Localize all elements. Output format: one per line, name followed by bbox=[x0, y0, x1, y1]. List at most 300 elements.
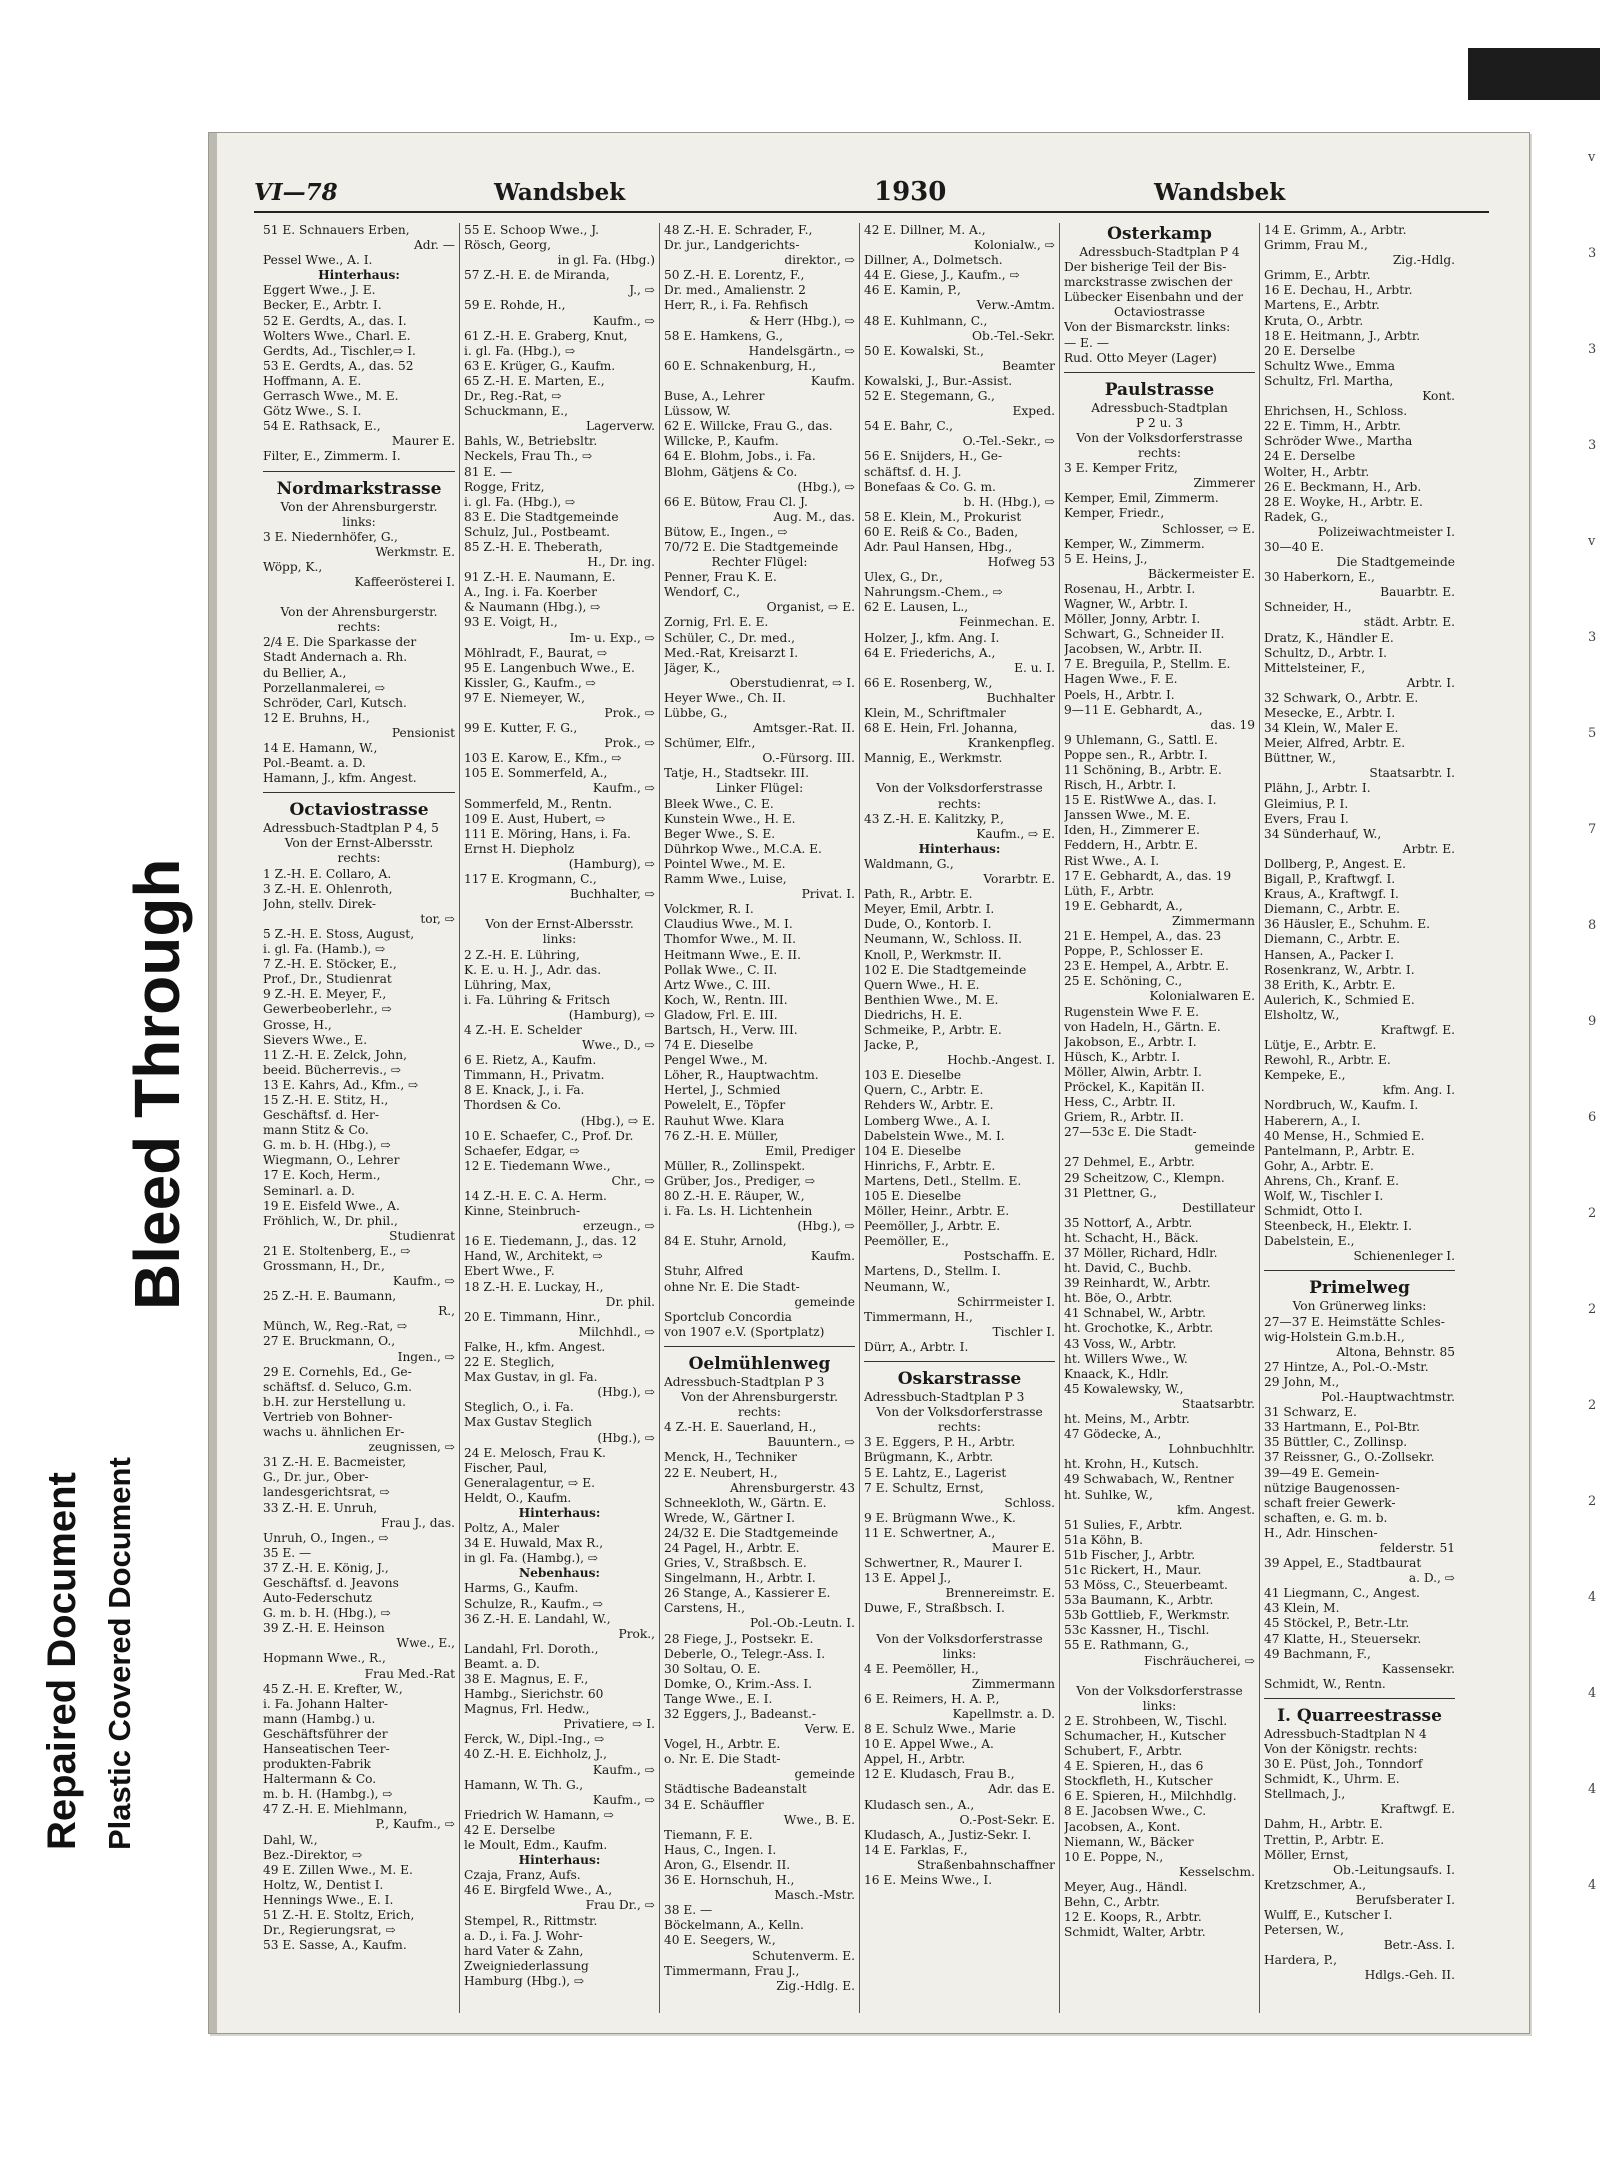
directory-entry: Evers, Frau I. bbox=[1264, 811, 1349, 826]
directory-entry: 24 Pagel, H., Arbtr. E. bbox=[664, 1540, 800, 1555]
directory-entry: 36 Häusler, E., Schuhm. E. bbox=[1264, 917, 1431, 932]
directory-entry: Ob.-Leitungsaufs. I. bbox=[1333, 1862, 1455, 1877]
directory-entry: Altona, Behnstr. 85 bbox=[1336, 1344, 1455, 1359]
directory-entry: Hagen Wwe., F. E. bbox=[1064, 672, 1178, 687]
directory-entry: Rauhut Wwe. Klara bbox=[664, 1113, 785, 1128]
directory-entry: Pol.-Beamt. a. D. bbox=[263, 756, 366, 771]
directory-entry: 12 E. Kludasch, Frau B., bbox=[864, 1767, 1015, 1782]
directory-entry: 11 E. Schwertner, A., bbox=[864, 1525, 996, 1540]
edge-fragment: 4 bbox=[1588, 1590, 1597, 1605]
directory-entry: Kapellmstr. a. D. bbox=[952, 1707, 1055, 1721]
directory-entry: links: bbox=[342, 514, 376, 529]
directory-entry: J., ⇨ bbox=[629, 283, 655, 298]
directory-entry: 28 E. Woyke, H., Arbtr. E. bbox=[1264, 494, 1423, 509]
directory-entry: 15 E. RistWwe A., das. I. bbox=[1064, 793, 1217, 808]
directory-entry: 51 Sulies, F., Arbtr. bbox=[1064, 1517, 1183, 1532]
directory-entry: Wolter, H., Arbtr. bbox=[1264, 464, 1370, 479]
directory-entry: gemeinde bbox=[1194, 1140, 1255, 1155]
directory-entry: 53b Gottlieb, F., Werkmstr. bbox=[1064, 1608, 1230, 1623]
directory-entry: Prof., Dr., Studienrat bbox=[263, 972, 392, 987]
directory-entry: 62 E. Lausen, L., bbox=[864, 600, 969, 615]
directory-entry: 60 E. Schnakenburg, H., bbox=[664, 358, 817, 373]
directory-entry: Von der Ernst-Albersstr. bbox=[485, 917, 634, 932]
directory-entry: Rosenkranz, W., Arbtr. I. bbox=[1264, 962, 1415, 977]
directory-entry: 62 E. Willcke, Frau G., das. bbox=[664, 419, 833, 434]
directory-entry: i. gl. Fa. (Hbg.), ⇨ bbox=[464, 494, 576, 509]
directory-entry: 22 E. Timm, H., Arbtr. bbox=[1264, 419, 1401, 434]
directory-entry: Arbtr. E. bbox=[1402, 841, 1455, 856]
directory-entry: Diedrichs, H. E. bbox=[864, 1007, 963, 1022]
directory-entry: ohne Nr. E. Die Stadt- bbox=[664, 1279, 800, 1294]
directory-entry: Hamann, J., kfm. Angest. bbox=[263, 771, 417, 786]
directory-entry: Nahrungsm.-Chem., ⇨ bbox=[864, 585, 1003, 600]
directory-entry: Buchhalter bbox=[986, 690, 1055, 705]
directory-entry: Lübecker Eisenbahn und der bbox=[1064, 290, 1244, 305]
directory-entry: Schmidt, Walter, Arbtr. bbox=[1064, 1925, 1206, 1940]
directory-entry: Schienenleger I. bbox=[1353, 1249, 1455, 1264]
directory-entry: Fröhlich, W., Dr. phil., bbox=[263, 1213, 398, 1228]
directory-entry: Dahl, W., bbox=[263, 1832, 318, 1847]
directory-entry: Jacke, P., bbox=[864, 1038, 919, 1053]
directory-entry: Bäckermeister E. bbox=[1148, 566, 1255, 581]
directory-entry bbox=[864, 1616, 1055, 1631]
directory-entry: Hamann, W. Th. G., bbox=[464, 1777, 584, 1792]
edge-fragment: 7 bbox=[1588, 822, 1597, 837]
directory-entry: Haltermann & Co. bbox=[263, 1772, 377, 1787]
directory-entry: Pollak Wwe., C. II. bbox=[664, 962, 778, 977]
directory-entry: Amtsger.-Rat. II. bbox=[753, 721, 855, 736]
directory-entry: 51a Köhn, B. bbox=[1064, 1532, 1144, 1547]
directory-entry: Martens, D., Stellm. I. bbox=[864, 1264, 1001, 1279]
directory-entry: 2 E. Strohbeen, W., Tischl. bbox=[1064, 1713, 1228, 1728]
directory-entry: G., Dr. jur., Ober- bbox=[263, 1470, 369, 1485]
directory-entry: 38 E. — bbox=[664, 1903, 713, 1918]
directory-entry: i. Fa. Johann Halter- bbox=[263, 1696, 389, 1711]
directory-entry: Hanseatischen Teer- bbox=[263, 1742, 390, 1756]
directory-entry: Schmidt, K., Uhrm. E. bbox=[1264, 1772, 1400, 1787]
directory-entry: Dude, O., Kontorb. I. bbox=[864, 917, 992, 932]
directory-entry: Meyer, Emil, Arbtr. I. bbox=[864, 902, 995, 917]
directory-entry: Kassensekr. bbox=[1381, 1661, 1455, 1676]
directory-entry: Verw.-Amtm. bbox=[976, 298, 1055, 313]
directory-entry: Hansen, A., Packer I. bbox=[1264, 947, 1394, 962]
directory-entry: 47 Klatte, H., Steuersekr. bbox=[1264, 1631, 1422, 1646]
directory-entry: Hardera, P., bbox=[1264, 1953, 1338, 1968]
page-header bbox=[254, 175, 1489, 213]
directory-entry: Schultz, D., Arbtr. I. bbox=[1264, 645, 1388, 660]
edge-fragment: v bbox=[1588, 150, 1596, 165]
directory-entry: Iden, H., Zimmerer E. bbox=[1064, 823, 1200, 838]
directory-entry: Müller, R., Zollinspekt. bbox=[664, 1158, 806, 1173]
directory-entry: Schmidt, Otto I. bbox=[1264, 1204, 1363, 1219]
directory-entry: 8 E. Knack, J., i. Fa. bbox=[464, 1083, 585, 1098]
directory-entry: Pröckel, K., Kapitän II. bbox=[1064, 1079, 1205, 1094]
directory-entry: 10 E. Appel Wwe., A. bbox=[864, 1737, 994, 1752]
directory-entry: 7 E. Breguila, P., Stellm. E. bbox=[1064, 657, 1231, 672]
directory-entry: 6 E. Reimers, H. A. P., bbox=[864, 1691, 1000, 1706]
directory-columns bbox=[259, 223, 1459, 2013]
directory-entry: Bigall, P., Kraftwgf. I. bbox=[1264, 872, 1396, 887]
directory-entry: O.-Post-Sekr. E. bbox=[959, 1812, 1055, 1827]
directory-entry: 30 E. Püst, Joh., Tonndorf bbox=[1264, 1757, 1423, 1772]
directory-entry: Koch, W., Rentn. III. bbox=[664, 992, 788, 1007]
directory-entry: i. gl. Fa. (Hbg.), ⇨ bbox=[464, 343, 576, 358]
directory-entry: Frau Med.-Rat bbox=[364, 1666, 455, 1681]
edge-fragment: 9 bbox=[1588, 1014, 1597, 1029]
directory-entry: Kinne, Steinbruch- bbox=[464, 1204, 581, 1219]
directory-entry: a. D., i. Fa. J. Wohr- bbox=[464, 1928, 583, 1943]
directory-entry: Mittelsteiner, F., bbox=[1264, 660, 1366, 675]
directory-entry: Schultz Wwe., Emma bbox=[1264, 358, 1396, 373]
directory-entry: Wolters Wwe., Charl. E. bbox=[263, 328, 411, 343]
directory-entry: Feinmechan. E. bbox=[959, 615, 1055, 630]
directory-entry: Schutenverm. E. bbox=[752, 1948, 855, 1963]
directory-entry: Artz Wwe., C. III. bbox=[664, 977, 771, 992]
directory-entry: 30—40 E. bbox=[1264, 539, 1324, 554]
directory-entry: Kemper, Emil, Zimmerm. bbox=[1064, 491, 1219, 506]
directory-entry: 54 E. Bahr, C., bbox=[864, 419, 953, 434]
directory-entry: 15 Z.-H. E. Stitz, H., bbox=[263, 1092, 389, 1107]
directory-entry: Grimm, Frau M., bbox=[1264, 238, 1368, 253]
directory-entry: 104 E. Dieselbe bbox=[864, 1143, 962, 1158]
directory-entry: Ahrens, Ch., Kranf. E. bbox=[1264, 1173, 1399, 1188]
directory-entry: Stadt Andernach a. Rh. bbox=[263, 650, 408, 665]
directory-entry: Radek, G., bbox=[1264, 509, 1328, 524]
directory-entry: Adr. Paul Hansen, Hbg., bbox=[864, 539, 1013, 554]
directory-entry: Pantelmann, P., Arbtr. E. bbox=[1264, 1143, 1415, 1158]
next-page-edge bbox=[1530, 140, 1600, 2030]
directory-entry: Götz Wwe., S. I. bbox=[263, 404, 362, 419]
directory-entry: 103 E. Dieselbe bbox=[864, 1068, 962, 1083]
directory-entry: Lübbe, G., bbox=[664, 706, 728, 720]
directory-entry: Neumann, W., Schloss. II. bbox=[864, 932, 1023, 947]
directory-entry: Adressbuch-Stadtplan P 3 bbox=[664, 1374, 825, 1389]
directory-entry: Quern, C., Arbtr. E. bbox=[864, 1083, 984, 1098]
directory-entry: nützige Baugenossen- bbox=[1264, 1480, 1400, 1495]
directory-entry: wig-Holstein G.m.b.H., bbox=[1264, 1329, 1405, 1344]
directory-column-2 bbox=[459, 223, 659, 2013]
directory-entry: rechts: bbox=[337, 851, 381, 866]
directory-entry: Kaufm., ⇨ bbox=[392, 1274, 455, 1289]
directory-entry: Zig.-Hdlg. E. bbox=[776, 1978, 855, 1993]
directory-entry: 10 E. Poppe, N., bbox=[1064, 1849, 1164, 1864]
directory-entry: — E. — bbox=[1064, 335, 1109, 350]
directory-entry: Tatje, H., Stadtsekr. III. bbox=[664, 766, 809, 781]
directory-entry: Vertrieb von Bohner- bbox=[263, 1409, 393, 1424]
directory-entry: Penner, Frau K. E. bbox=[664, 570, 777, 585]
directory-entry: Schaefer, Edgar, ⇨ bbox=[464, 1143, 580, 1158]
directory-entry: rechts: bbox=[738, 1405, 781, 1420]
directory-entry: 105 E. Dieselbe bbox=[864, 1189, 962, 1203]
directory-entry: 53 E. Gerdts, A., das. 52 bbox=[263, 358, 414, 373]
directory-entry: Böckelmann, A., Kelln. bbox=[664, 1918, 804, 1933]
directory-entry: Lomberg Wwe., A. I. bbox=[864, 1113, 991, 1128]
directory-entry: Domke, O., Krim.-Ass. I. bbox=[664, 1676, 813, 1691]
directory-entry: Von der Volksdorferstrasse bbox=[876, 781, 1043, 796]
directory-entry: 9—11 E. Gebhardt, A., bbox=[1064, 702, 1203, 717]
repaired-document-label: Repaired Document bbox=[40, 1472, 84, 1850]
directory-entry: 8 E. Jacobsen Wwe., C. bbox=[1064, 1804, 1207, 1819]
directory-entry: 1 Z.-H. E. Collaro, A. bbox=[263, 866, 392, 881]
directory-entry: 7 Z.-H. E. Stöcker, E., bbox=[263, 957, 397, 972]
directory-entry: Hambg., Sierichstr. 60 bbox=[464, 1687, 604, 1702]
directory-entry: Lagerverw. bbox=[586, 419, 655, 434]
directory-entry: Verw. E. bbox=[804, 1722, 855, 1737]
directory-entry: Wendorf, C., bbox=[664, 585, 741, 600]
directory-column-5 bbox=[1059, 223, 1259, 2013]
directory-entry: 10 E. Schaefer, C., Prof. Dr. bbox=[464, 1128, 634, 1143]
directory-entry: 49 Schwabach, W., Rentner bbox=[1064, 1472, 1234, 1487]
directory-entry: Wöpp, K., bbox=[263, 559, 323, 574]
directory-entry: Kolonialwaren E. bbox=[1149, 989, 1255, 1004]
directory-entry: Schröder Wwe., Martha bbox=[1264, 434, 1413, 449]
directory-entry: 33 Hartmann, E., Pol-Btr. bbox=[1264, 1420, 1421, 1435]
directory-entry: (Hbg.), ⇨ bbox=[797, 1219, 855, 1234]
directory-entry: landesgerichtsrat, ⇨ bbox=[263, 1485, 390, 1500]
directory-entry: Büttner, W., bbox=[1264, 751, 1337, 766]
directory-entry: 37 Reissner, G., O.-Zollsekr. bbox=[1264, 1450, 1435, 1465]
directory-entry: mann (Hambg.) u. bbox=[263, 1711, 376, 1726]
directory-entry: Fischräucherei, ⇨ bbox=[1143, 1653, 1255, 1668]
directory-entry: Handelsgärtn., ⇨ bbox=[748, 343, 855, 358]
edge-fragment: 3 bbox=[1588, 630, 1597, 645]
directory-entry: ht. Krohn, H., Kutsch. bbox=[1064, 1457, 1199, 1472]
directory-entry: Schlosser, ⇨ E. bbox=[1161, 521, 1255, 536]
directory-entry: Gladow, Frl. E. III. bbox=[664, 1007, 778, 1022]
directory-entry: 46 E. Birgfeld Wwe., A., bbox=[464, 1883, 613, 1898]
directory-entry: Schulze, R., Kaufm., ⇨ bbox=[464, 1596, 604, 1611]
directory-entry: Knoll, P., Werkmstr. II. bbox=[864, 947, 1002, 962]
directory-entry: Grosse, H., bbox=[263, 1017, 332, 1032]
directory-entry: in gl. Fa. (Hambg.), ⇨ bbox=[464, 1551, 599, 1566]
directory-entry: Kaufm., ⇨ bbox=[592, 313, 655, 328]
sidebar-labels bbox=[40, 1330, 200, 1890]
directory-entry: Pointel Wwe., M. E. bbox=[664, 856, 786, 871]
directory-entry: Dührkop Wwe., M.C.A. E. bbox=[664, 841, 822, 856]
directory-entry: 17 E. Gebhardt, A., das. 19 bbox=[1064, 868, 1232, 883]
directory-entry: Niemann, W., Bäcker bbox=[1064, 1834, 1194, 1849]
directory-entry: Schmidt, W., Rentn. bbox=[1264, 1676, 1386, 1691]
directory-entry: 35 Nottorf, A., Arbtr. bbox=[1064, 1215, 1193, 1230]
directory-entry: Max Gustav, in gl. Fa. bbox=[464, 1370, 598, 1385]
directory-entry: 21 E. Hempel, A., das. 23 bbox=[1064, 929, 1222, 944]
directory-entry: Studienrat bbox=[389, 1228, 455, 1243]
directory-entry: Schröder, Carl, Kutsch. bbox=[263, 695, 407, 710]
directory-entry: 13 E. Kahrs, Ad., Kfm., ⇨ bbox=[263, 1077, 419, 1092]
directory-entry: Berufsberater I. bbox=[1355, 1892, 1455, 1907]
directory-entry: Sommerfeld, M., Rentn. bbox=[464, 796, 612, 811]
directory-entry bbox=[464, 902, 655, 917]
directory-entry: ht. Meins, M., Arbtr. bbox=[1064, 1412, 1190, 1427]
directory-entry: schaft freier Gewerk- bbox=[1264, 1495, 1396, 1510]
directory-entry: 2 Z.-H. E. Lühring, bbox=[464, 947, 580, 962]
directory-entry: Schuckmann, E., bbox=[464, 404, 568, 419]
directory-entry: Hinterhaus: bbox=[318, 268, 400, 283]
directory-entry: 24 E. Derselbe bbox=[1264, 449, 1356, 464]
directory-entry: G. m. b. H. (Hbg.), ⇨ bbox=[263, 1606, 391, 1621]
directory-entry: Holzer, J., kfm. Ang. I. bbox=[864, 630, 1000, 645]
directory-entry: 52 E. Stegemann, G., bbox=[864, 389, 995, 404]
edge-fragment: 8 bbox=[1588, 918, 1597, 933]
directory-entry: Zimmerer bbox=[1193, 476, 1255, 491]
directory-entry: 61 Z.-H. E. Graberg, Knut, bbox=[464, 328, 628, 343]
directory-entry: Hopmann Wwe., R., bbox=[263, 1651, 386, 1666]
directory-entry: Tange Wwe., E. I. bbox=[664, 1691, 773, 1706]
edge-fragment: 4 bbox=[1588, 1782, 1597, 1797]
directory-entry: 16 E. Meins Wwe., I. bbox=[864, 1873, 993, 1888]
directory-entry: Zweigniederlassung bbox=[464, 1958, 589, 1973]
directory-entry: Magnus, Frl. Hedw., bbox=[464, 1702, 590, 1717]
directory-entry: 81 E. — bbox=[464, 464, 513, 479]
directory-entry: 80 Z.-H. E. Räuper, W., bbox=[664, 1189, 805, 1203]
directory-entry: O.-Tel.-Sekr., ⇨ bbox=[962, 434, 1055, 449]
directory-entry: rechts: bbox=[938, 796, 981, 811]
directory-entry: 105 E. Sommerfeld, A., bbox=[464, 766, 608, 781]
directory-entry: Carstens, H., bbox=[664, 1601, 746, 1616]
directory-entry: Schneekloth, W., Gärtn. E. bbox=[664, 1495, 827, 1510]
directory-entry: Schümer, Elfr., bbox=[664, 736, 756, 751]
directory-entry: Kludasch, A., Justiz-Sekr. I. bbox=[864, 1827, 1032, 1842]
directory-entry: 18 E. Heitmann, J., Arbtr. bbox=[1264, 328, 1421, 343]
directory-entry: E. u. I. bbox=[1014, 660, 1055, 675]
directory-entry: Schwertner, R., Maurer I. bbox=[864, 1556, 1023, 1571]
directory-entry: Wiegmann, O., Lehrer bbox=[263, 1153, 400, 1168]
directory-entry: 45 Stöckel, P., Betr.-Ltr. bbox=[1264, 1616, 1410, 1631]
directory-entry: 59 E. Rohde, H., bbox=[464, 298, 566, 313]
directory-entry: zeugnissen, ⇨ bbox=[368, 1440, 455, 1455]
directory-entry: produkten-Fabrik bbox=[263, 1757, 371, 1772]
directory-entry: 13 E. Appel J., bbox=[864, 1571, 952, 1586]
directory-entry: 25 Z.-H. E. Baumann, bbox=[263, 1289, 397, 1304]
directory-entry: Buse, A., Lehrer bbox=[664, 389, 765, 404]
directory-entry: Emil, Prediger bbox=[765, 1143, 855, 1158]
directory-entry: Von der Ahrensburgerstr. bbox=[280, 499, 438, 514]
directory-entry: Rehders W., Arbtr. E. bbox=[864, 1098, 994, 1113]
directory-entry: Risch, H., Arbtr. I. bbox=[1064, 778, 1177, 793]
edge-fragment: 3 bbox=[1588, 438, 1597, 453]
directory-entry: Hertel, J., Schmied bbox=[664, 1083, 781, 1098]
directory-entry: Heitmann Wwe., E. II. bbox=[664, 947, 801, 962]
directory-entry: Aron, G., Elsendr. II. bbox=[664, 1857, 791, 1872]
directory-entry: Poppe, P., Schlosser E. bbox=[1064, 944, 1204, 959]
directory-entry: 19 E. Eisfeld Wwe., A. bbox=[263, 1198, 400, 1213]
directory-entry: 50 E. Kowalski, St., bbox=[864, 343, 985, 358]
directory-entry: Kraftwgf. E. bbox=[1380, 1022, 1455, 1037]
directory-entry: 53c Kassner, H., Tischl. bbox=[1064, 1623, 1210, 1638]
directory-column-1 bbox=[259, 223, 459, 2013]
directory-entry: Sievers Wwe., E. bbox=[263, 1032, 368, 1047]
directory-entry: schaften, e. G. m. b. bbox=[1264, 1510, 1388, 1525]
directory-entry: 31 Plettner, G., bbox=[1064, 1185, 1157, 1200]
directory-entry: 47 Z.-H. E. Miehlmann, bbox=[263, 1802, 408, 1817]
directory-entry: 2/4 E. Die Sparkasse der bbox=[263, 635, 417, 650]
directory-entry: b. H. (Hbg.), ⇨ bbox=[963, 494, 1055, 509]
directory-entry: 27—53c E. Die Stadt- bbox=[1064, 1125, 1197, 1140]
directory-entry: m. b. H. (Hambg.), ⇨ bbox=[263, 1787, 393, 1802]
directory-entry: 25 E. Schöning, C., bbox=[1064, 974, 1183, 989]
directory-entry: Schneider, H., bbox=[1264, 600, 1352, 615]
directory-entry: Adressbuch-Stadtplan P 4, 5 bbox=[263, 821, 439, 836]
directory-entry: 49 Bachmann, F., bbox=[1264, 1646, 1371, 1661]
directory-entry: Bauarbtr. E. bbox=[1380, 585, 1455, 600]
directory-entry: Beamter bbox=[1002, 358, 1055, 373]
directory-entry: Ahrensburgerstr. 43 bbox=[729, 1480, 855, 1495]
directory-entry: 66 E. Rosenberg, W., bbox=[864, 675, 993, 690]
directory-entry: Auto-Federschutz bbox=[263, 1591, 372, 1606]
directory-entry: Kont. bbox=[1422, 389, 1455, 404]
directory-entry: Griem, R., Arbtr. II. bbox=[1064, 1110, 1184, 1125]
directory-entry: 55 E. Rathmann, G., bbox=[1064, 1638, 1189, 1653]
directory-entry: Adressbuch-Stadtplan N 4 bbox=[1264, 1726, 1427, 1741]
directory-entry: Prok., ⇨ bbox=[604, 736, 655, 751]
directory-entry: Rechter Flügel: bbox=[711, 555, 808, 570]
directory-entry: 19 E. Gebhardt, A., bbox=[1064, 898, 1183, 913]
directory-entry: du Bellier, A., bbox=[263, 665, 347, 680]
directory-entry: 64 E. Blohm, Jobs., i. Fa. bbox=[664, 449, 816, 464]
directory-entry: Hess, C., Arbtr. II. bbox=[1064, 1095, 1176, 1110]
directory-entry: Petersen, W., bbox=[1264, 1923, 1345, 1938]
directory-entry: 29 Scheitzow, C., Klempn. bbox=[1064, 1170, 1225, 1185]
directory-entry: Städtische Badeanstalt bbox=[664, 1782, 807, 1797]
page-number: VI—78 bbox=[254, 179, 338, 206]
directory-entry: Rogge, Fritz, bbox=[464, 479, 545, 494]
edge-fragment: 2 bbox=[1588, 1398, 1597, 1413]
directory-entry: Milchhdl., ⇨ bbox=[578, 1324, 655, 1339]
directory-entry: marckstrasse zwischen der bbox=[1064, 275, 1233, 290]
directory-entry: 70/72 E. Die Stadtgemeinde bbox=[664, 539, 839, 554]
directory-entry: Zornig, Frl. E. E. bbox=[664, 615, 769, 630]
directory-entry: Kaufm. bbox=[810, 373, 855, 388]
directory-entry: ht. Suhlke, W., bbox=[1064, 1487, 1153, 1502]
directory-entry: Schulz, Jul., Postbeamt. bbox=[464, 524, 610, 539]
directory-entry: Dr. med., Amalienstr. 2 bbox=[664, 283, 806, 298]
directory-entry: 76 Z.-H. E. Müller, bbox=[664, 1128, 779, 1143]
directory-entry: 12 E. Bruhns, H., bbox=[263, 710, 370, 725]
directory-entry: Frau Dr., ⇨ bbox=[585, 1898, 655, 1913]
directory-entry: 30 Haberkorn, E., bbox=[1264, 570, 1375, 585]
directory-entry: Staatsarbtr. bbox=[1181, 1396, 1255, 1411]
edge-fragment: 2 bbox=[1588, 1494, 1597, 1509]
directory-entry: Falke, H., kfm. Angest. bbox=[464, 1339, 606, 1354]
directory-entry: 9 Uhlemann, G., Sattl. E. bbox=[1064, 732, 1218, 747]
directory-entry: 48 E. Kuhlmann, C., bbox=[864, 313, 988, 328]
directory-entry: Kemper, Friedr., bbox=[1064, 506, 1165, 521]
directory-entry: Oberstudienrat, ⇨ I. bbox=[729, 675, 855, 690]
directory-entry: Kraus, A., Kraftwgf. I. bbox=[1264, 887, 1399, 902]
directory-entry: Maurer E. bbox=[991, 1540, 1055, 1555]
directory-entry: Maurer E. bbox=[391, 434, 455, 449]
directory-entry: 6 E. Rietz, A., Kaufm. bbox=[464, 1053, 597, 1068]
directory-column-6 bbox=[1259, 223, 1459, 2013]
directory-entry: Gerrasch Wwe., M. E. bbox=[263, 389, 399, 404]
directory-entry: Linker Flügel: bbox=[715, 781, 804, 796]
directory-entry: 26 E. Beckmann, H., Arb. bbox=[1264, 479, 1422, 494]
directory-entry: 14 Z.-H. E. C. A. Herm. bbox=[464, 1189, 607, 1203]
directory-entry: links: bbox=[1142, 1698, 1177, 1713]
directory-entry: Hand, W., Architekt, ⇨ bbox=[464, 1249, 603, 1264]
directory-entry: Kaufm., ⇨ bbox=[592, 1792, 655, 1807]
directory-entry: 97 E. Niemeyer, W., bbox=[464, 690, 586, 705]
directory-entry: mann Stitz & Co. bbox=[263, 1123, 369, 1138]
directory-entry: 14 E. Hamann, W., bbox=[263, 741, 378, 755]
directory-entry: schäftsf. d. Seluco, G.m. bbox=[263, 1379, 413, 1394]
directory-entry: 12 E. Tiedemann Wwe., bbox=[464, 1158, 611, 1173]
directory-entry: Haus, C., Ingen. I. bbox=[664, 1842, 777, 1857]
directory-entry: Poels, H., Arbtr. I. bbox=[1064, 687, 1175, 702]
directory-entry: Kaufm., ⇨ bbox=[592, 1762, 655, 1777]
directory-entry: 43 Z.-H. E. Kalitzky, P., bbox=[864, 811, 1005, 826]
directory-entry: 66 E. Bütow, Frau Cl. J. bbox=[664, 494, 808, 509]
